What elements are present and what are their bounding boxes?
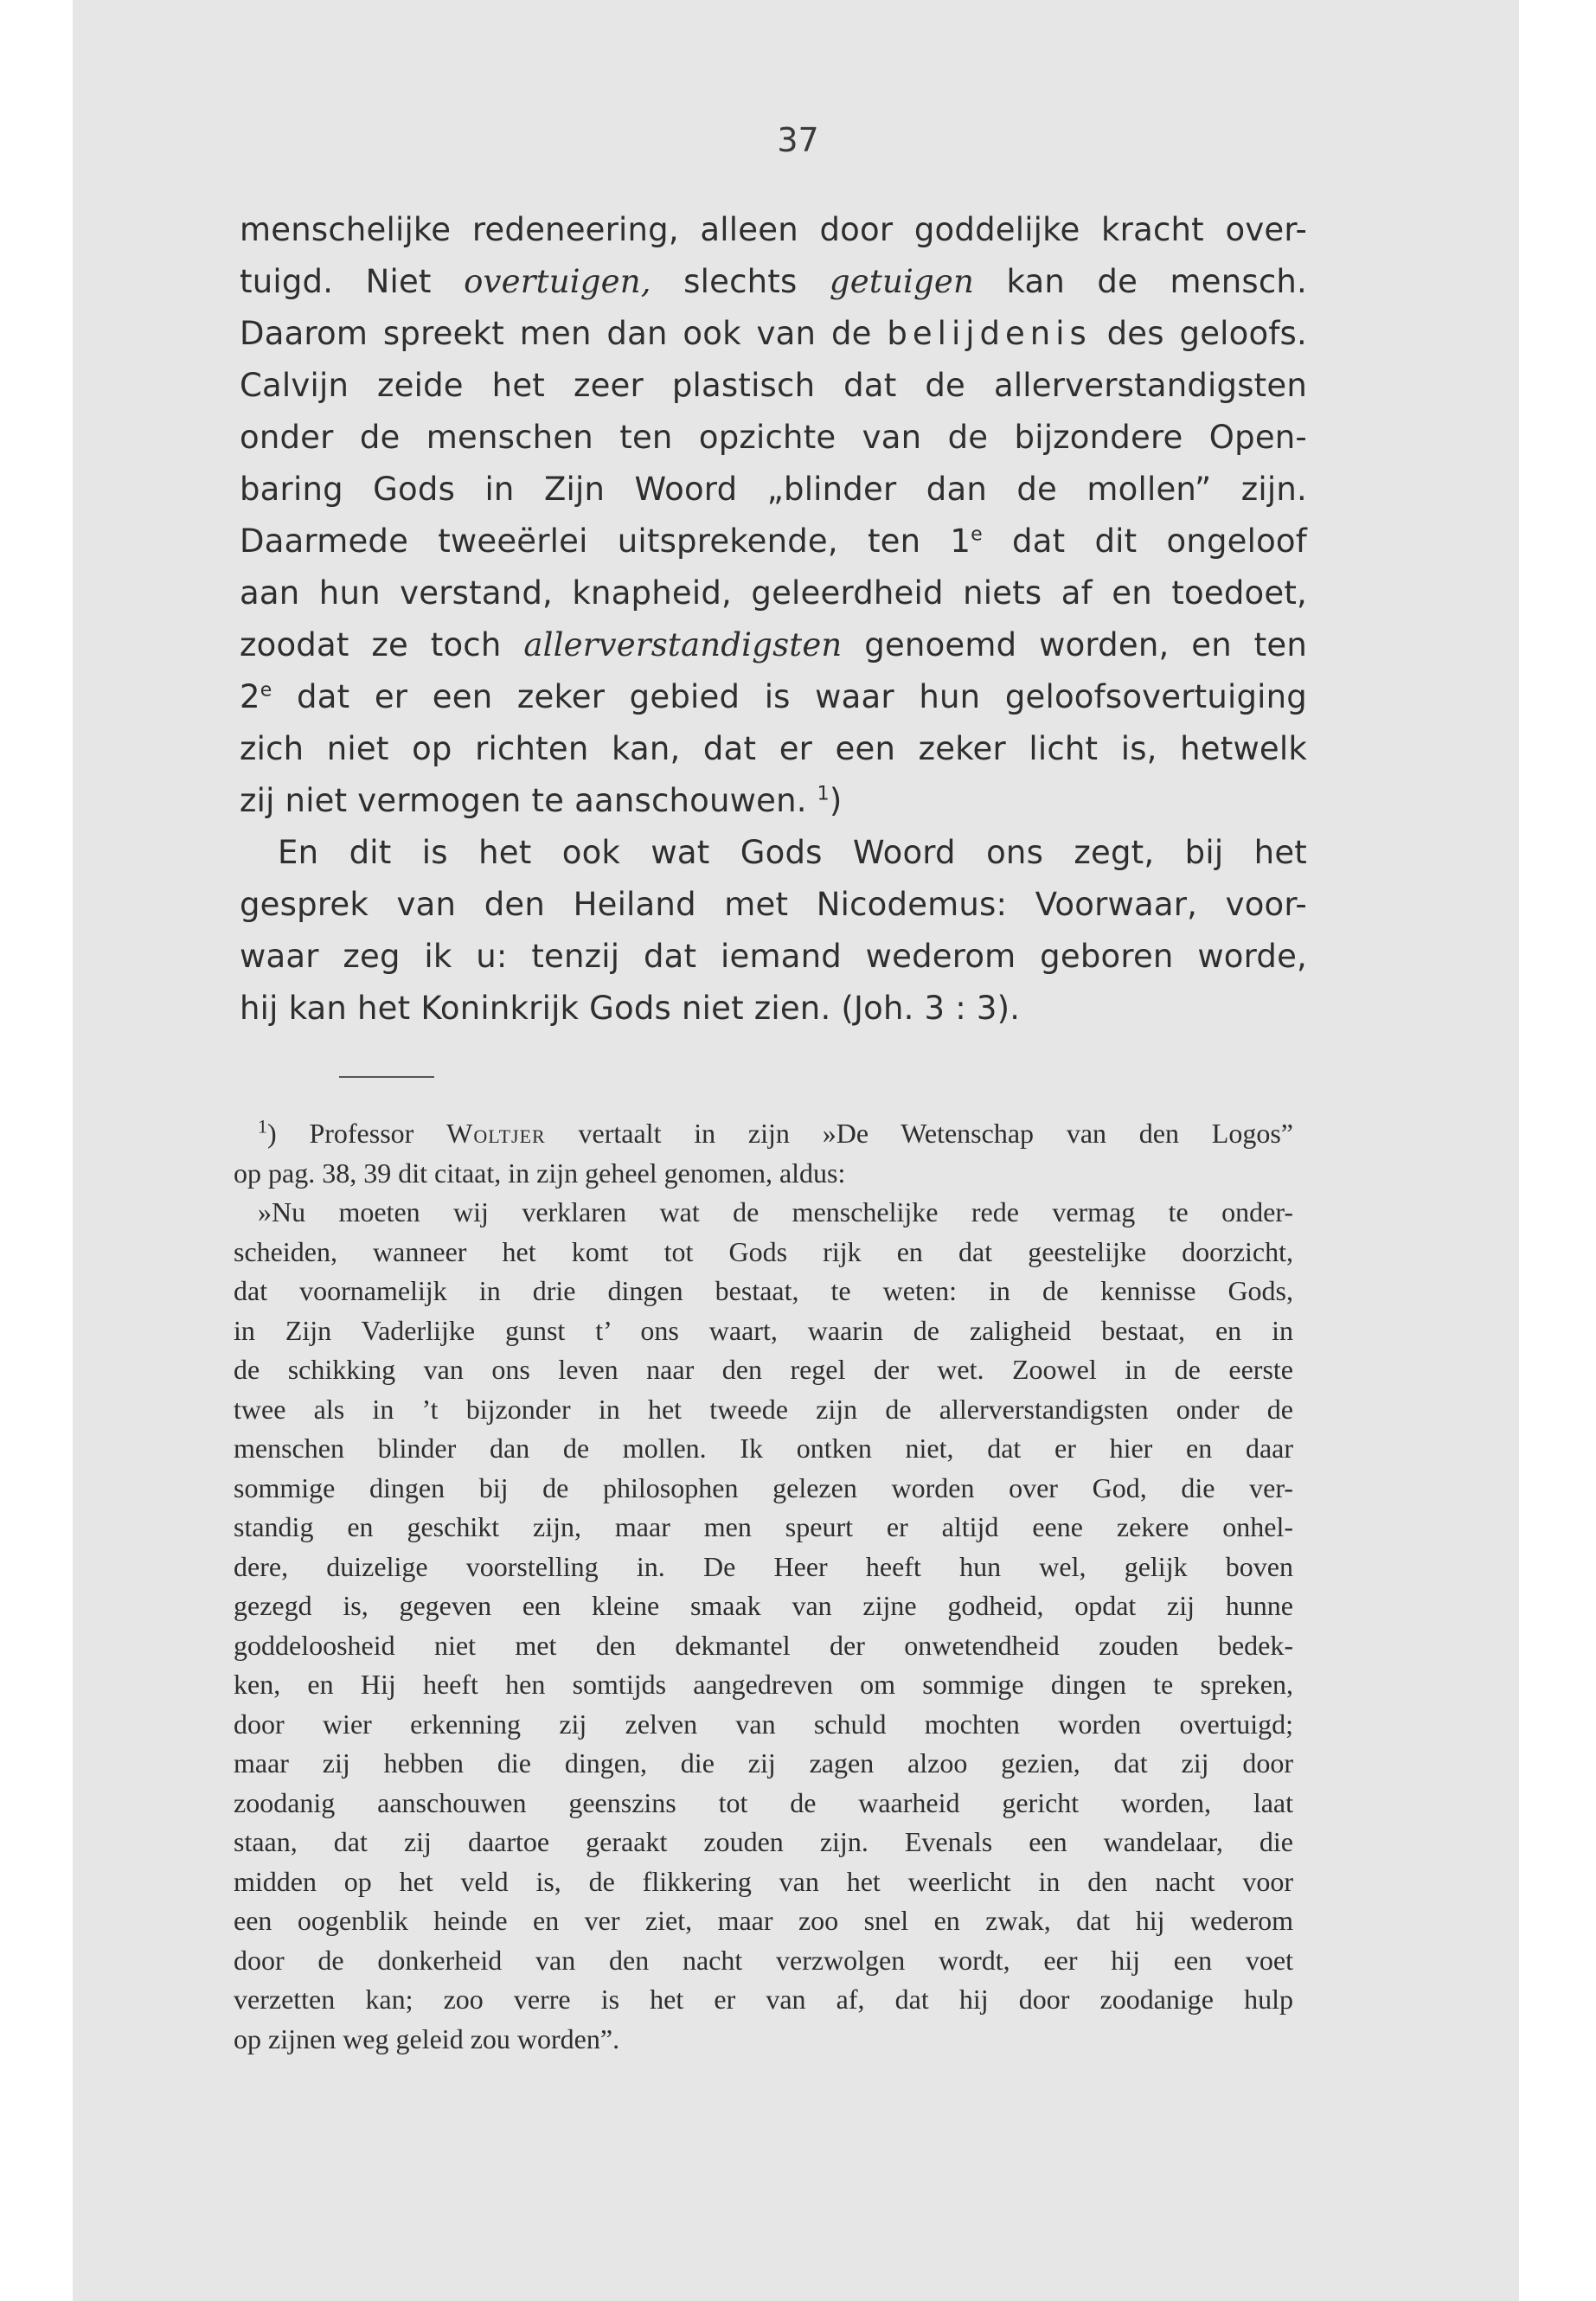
footnote-line: een oogenblik heinde en ver ziet, maar zoo snel en zwak, dat hij wederom — [234, 1905, 1293, 1936]
text-line: zoodat ze toch allerverstandigsten genoemd worden, en ten — [240, 626, 1307, 663]
footnote-line: midden op het veld is, de flikkering van het weerlicht in den nacht voor — [234, 1865, 1293, 1897]
footnote-line: scheiden, wanneer het komt tot Gods rijk en dat geestelijke doorzicht, — [234, 1235, 1293, 1267]
text-line: zij niet vermogen te aanschouwen. $^1$) — [240, 782, 843, 819]
footnote-line: dere, duizelige voorstelling in. De Heer heeft hun wel, gelijk boven — [234, 1550, 1293, 1582]
footnote-line: ken, en Hij heeft hen somtijds aangedreven om sommige dingen te spreken, — [234, 1669, 1293, 1700]
footnote-reference: 1 — [817, 783, 830, 805]
text-line: waar zeg ik u: tenzij dat iemand wederom geboren worde, — [240, 938, 1307, 975]
footnote-line: zoodanig aanschouwen geenszins tot de waarheid gericht worden, laat — [234, 1786, 1293, 1818]
footnote-line: op zijnen weg geleid zou worden”. — [234, 2022, 620, 2054]
text-line: zich niet op richten kan, dat er een zeker licht is, hetwelk — [240, 730, 1307, 767]
text-line: gesprek van den Heiland met Nicodemus: Voorwaar, voor- — [240, 886, 1307, 923]
footnote-line: door de donkerheid van den nacht verzwolgen wordt, eer hij een voet — [234, 1944, 1293, 1976]
text-line: hij kan het Koninkrijk Gods niet zien. (Joh. 3 : 3). — [240, 990, 1021, 1027]
text-line: baring Gods in Zijn Woord „blinder dan de mollen” zijn. — [240, 471, 1307, 508]
footnote-divider — [339, 1076, 434, 1078]
text-line: 2e dat er een zeker gebied is waar hun geloofsovertuiging — [240, 678, 1307, 715]
footnote-line: gezegd is, gegeven een kleine smaak van zijne godheid, opdat zij hunne — [234, 1590, 1293, 1621]
footnote-line: twee als in ’t bijzonder in het tweede zijn de allerverstandigsten onder de — [234, 1393, 1293, 1425]
text-line: menschelijke redeneering, alleen door goddelijke kracht over- — [240, 211, 1307, 248]
text-line: Daarmede tweeërlei uitsprekende, ten 1e dat dit ongeloof — [240, 522, 1307, 560]
text-line: Daarom spreekt men dan ook van de belijdenis des geloofs. — [240, 315, 1307, 352]
footnote — [234, 1114, 1293, 2059]
page-number: 37 — [777, 121, 819, 159]
footnote-line: goddeloosheid niet met den dekmantel der onwetendheid zouden bedek- — [234, 1629, 1293, 1661]
footnote-line: standig en geschikt zijn, maar men speurt er altijd eene zekere onhel- — [234, 1511, 1293, 1542]
page-margin — [1519, 0, 1596, 2301]
text-line: En dit is het ook wat Gods Woord ons zegt, bij het — [278, 834, 1307, 871]
footnote-line: verzetten kan; zoo verre is het er van af, dat hij door zoodanige hulp — [234, 1984, 1293, 2015]
footnote-line: »Nu moeten wij verklaren wat de menschelijke rede vermag te onder- — [258, 1196, 1293, 1227]
footnote-line: maar zij hebben die dingen, die zij zagen alzoo gezien, dat zij door — [234, 1747, 1293, 1779]
footnote-line: staan, dat zij daartoe geraakt zouden zijn. Evenals een wandelaar, die — [234, 1826, 1293, 1857]
text-line: tuigd. Niet overtuigen, slechts getuigen kan de mensch. — [240, 263, 1307, 300]
footnote-marker: 1 — [258, 1115, 267, 1138]
text-line: onder de menschen ten opzichte van de bijzondere Open- — [240, 419, 1307, 456]
footnote-line: op pag. 38, 39 dit citaat, in zijn geheel genomen, aldus: — [234, 1157, 846, 1189]
emphasis-spaced: belijdenis — [887, 315, 1092, 352]
main-text — [240, 204, 1307, 1035]
footnote-line: menschen blinder dan de mollen. Ik ontken niet, dat er hier en daar — [234, 1433, 1293, 1464]
footnote-line: in Zijn Vaderlijke gunst t’ ons waart, waarin de zaligheid bestaat, en in — [234, 1314, 1293, 1346]
footnote-line: dat voornamelijk in drie dingen bestaat, te weten: in de kennisse Gods, — [234, 1275, 1293, 1306]
footnote-line: door wier erkenning zij zelven van schuld mochten worden overtuigd; — [234, 1708, 1293, 1740]
footnote-line: sommige dingen bij de philosophen gelezen worden over God, die ver- — [234, 1471, 1293, 1503]
text-line: Calvijn zeide het zeer plastisch dat de allerverstandigsten — [240, 367, 1307, 404]
footnote-line: de schikking van ons leven naar den regel der wet. Zoowel in de eerste — [234, 1354, 1293, 1385]
footnote-line: $^1$) Professor Woltjer vertaalt in zijn »De Wetenschap van den Logos” — [258, 1115, 1293, 1149]
text-line: aan hun verstand, knapheid, geleerdheid niets af en toedoet, — [240, 574, 1307, 612]
